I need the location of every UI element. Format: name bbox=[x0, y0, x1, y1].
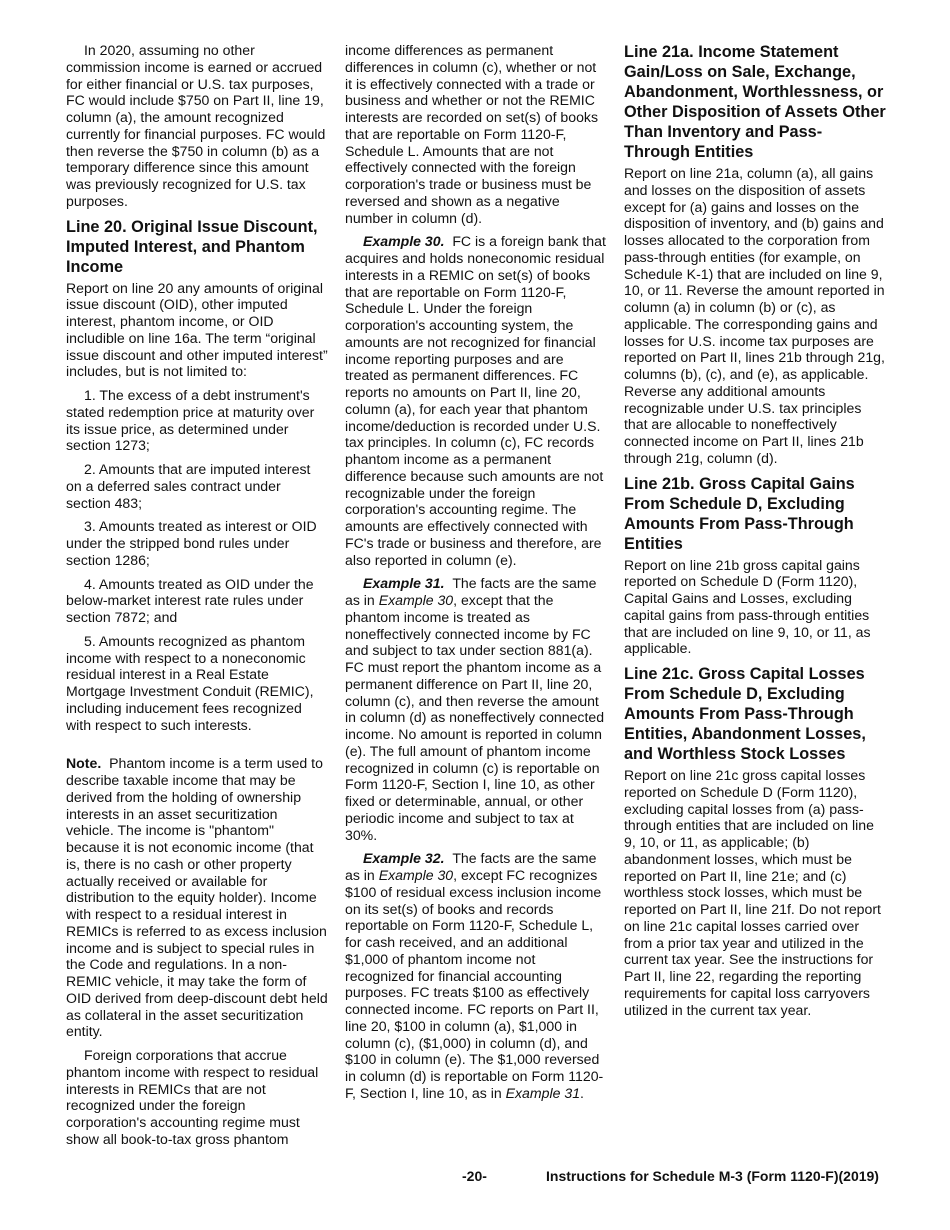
heading-line-20: Line 20. Original Issue Discount, Imputed Interest, and Phantom Income bbox=[66, 217, 318, 276]
example-32-ref-2: Example 31 bbox=[505, 1084, 581, 1101]
example-32-label: Example 32. bbox=[363, 850, 445, 867]
example-31 bbox=[345, 575, 607, 843]
column-right bbox=[624, 42, 886, 1025]
list-item-5: 5. Amounts recognized as phantom income with respect to a noneconomic residual interest in a Real Estate Mortgage Investment Conduit (REMIC), including inducement fees recognized with respect to such interests. bbox=[66, 632, 314, 733]
column-middle bbox=[345, 42, 607, 1109]
example-32 bbox=[345, 850, 607, 1101]
page-number: -20- bbox=[462, 1168, 487, 1184]
paragraph-line-21c: Report on line 21c gross capital losses reported on Schedule D (Form 1120), excluding capital losses from (a) pass-through entities that are included on line 9, 10, or 11, as applicable; (b) abandonment losses, which must be reported on Part II, line 21e; and (c) worthless stock losses, which must be reported on Part II, line 21f. Do not report on line 21c capital losses carried over from a prior tax year and utilized in the current tax year. See the instructions for Part II, line 22, regarding the reporting requirements for capital loss carryovers utilized in the current tax year. bbox=[624, 767, 881, 1018]
list-item-4: 4. Amounts treated as OID under the below-market interest rate rules under section 7872; and bbox=[66, 575, 314, 625]
example-30-label: Example 30. bbox=[363, 233, 445, 250]
example-30-text: FC is a foreign bank that acquires and holds noneconomic residual interests in a REMIC on set(s) of books that are reportable on Form 1120-F, Schedule L. Under the foreign corporation's accounting system, the amounts are not recognized for financial income reporting purposes and are treated as permanent differences. FC reports no amounts on Part II, line 20, column (a), for each year that phantom income/deduction is recorded under U.S. tax principles. In column (c), FC records phantom income as a permanent difference because such amounts are not recognizable under the foreign corporation's accounting regime. The amounts are effectively connected with FC's trade or business and therefore, are also reported in column (e). bbox=[345, 233, 606, 568]
note-label: Note. bbox=[66, 755, 102, 772]
example-31-label: Example 31. bbox=[363, 575, 445, 592]
example-32-end: . bbox=[580, 1084, 584, 1101]
paragraph-continued: income differences as permanent differences in column (c), whether or not it is effectively connected with a trade or business and whether or not the REMIC interests are recorded on set(s) of books that are reportable on Form 1120-F, Schedule L. Amounts that are not effectively connected with the foreign corporation's trade or business must be reversed and shown as a negative number in column (d). bbox=[345, 42, 599, 226]
note-paragraph bbox=[66, 755, 328, 1040]
heading-line-21b: Line 21b. Gross Capital Gains From Schedule D, Excluding Amounts From Pass-Through Entities bbox=[624, 474, 855, 553]
paragraph-foreign-corporations: Foreign corporations that accrue phantom income with respect to residual interests in REMICs that are not recognized under the foreign corporation's accounting regime must show all book-to-tax gross phantom bbox=[66, 1047, 319, 1147]
example-31-text-b: , except that the phantom income is treated as noneffectively connected income by FC and subject to tax under section 881(a). FC must report the phantom income as a permanent difference on Part II, line 20, column (c), and then reverse the amount in column (d) as noneffectively connected income. No amount is reported in column (e). The full amount of phantom income recognized in column (c) is reportable on Form 1120-F, Section I, line 10, as other fixed or determinable, annual, or other periodic income and subject to tax at 30%. bbox=[345, 592, 605, 843]
example-32-text-a: The facts are the same as in bbox=[345, 850, 597, 883]
heading-line-21c: Line 21c. Gross Capital Losses From Schedule D, Excluding Amounts From Pass-Through Entities, Abandonment Losses, and Worthless Stock Losses bbox=[624, 665, 866, 763]
paragraph-intro: In 2020, assuming no other commission income is earned or accrued for either financial or U.S. tax purposes, FC would include $750 on Part II, line 19, column (a), the amount recognized currently for financial purposes. FC would then reverse the $750 in column (b) as a temporary difference since this amount was previously recognized for U.S. tax purposes. bbox=[66, 42, 326, 209]
list-item-3: 3. Amounts treated as interest or OID under the stripped bond rules under section 1286; bbox=[66, 518, 317, 568]
example-31-text-a: The facts are the same as in bbox=[345, 575, 597, 608]
heading-line-21a: Line 21a. Income Statement Gain/Loss on Sale, Exchange, Abandonment, Worthlessness, or Other Disposition of Assets Other Than Inventory and Pass-Through Entities bbox=[624, 43, 886, 161]
example-32-ref: Example 30 bbox=[378, 867, 454, 883]
list-item-2: 2. Amounts that are imputed interest on a deferred sales contract under section 483; bbox=[66, 461, 311, 511]
list-item-1: 1. The excess of a debt instrument's stated redemption price at maturity over its issue price, as determined under section 1273; bbox=[66, 387, 315, 454]
column-left bbox=[66, 42, 328, 1155]
note-text: Phantom income is a term used to describe taxable income that may be derived from the holding of ownership interests in an asset securitization vehicle. The income is "phantom" because it is not economic income (that is, there is no cash or other property actually received or available for distribution to the equity holder). Income with respect to a residual interest in REMICs is referred to as excess inclusion income and is subject to special rules in the Code and regulations. In a non-REMIC vehicle, it may take the form of OID derived from deep-discount debt held as collateral in the asset securitization entity. bbox=[66, 755, 328, 1040]
example-32-text-b: , except FC recognizes $100 of residual excess inclusion income on its set(s) of books and records reportable on Form 1120-F, Schedule L, for cash received, and an additional $1,000 of phantom income not recognized for financial accounting purposes. FC treats $100 as effectively connected income. FC reports on Part II, line 20, $100 in column (a), $1,000 in column (c), ($1,000) in column (d), and $100 in column (e). The $1,000 reversed in column (d) is reportable on Form 1120-F, Section I, line 10, as in bbox=[345, 867, 604, 1101]
paragraph-line-21a: Report on line 21a, column (a), all gains and losses on the disposition of assets except for (a) gains and losses on the disposition of inventory, and (b) gains and losses allocated to the corporation from pass-through entities (for example, on Schedule K-1) that are included on line 9, 10, or 11. Reverse the amount reported in column (a) in column (b) or (c), as applicable. The corresponding gains and losses for U.S. income tax purposes are reported on Part II, lines 21b through 21g, columns (b), (c), and (e), as applicable. Reverse any additional amounts recognizable under U.S. tax principles that are allocable to noneffectively connected income on Part II, lines 21b through 21g, column (d). bbox=[624, 165, 885, 466]
paragraph-line-21b: Report on line 21b gross capital gains reported on Schedule D (Form 1120), Capital Gains and Losses, excluding capital gains from pass-through entities that are included on line 9, 10, or 11, as applicable. bbox=[624, 556, 871, 657]
example-31-ref: Example 30 bbox=[378, 592, 454, 608]
footer-title: Instructions for Schedule M-3 (Form 1120-F)(2019) bbox=[546, 1168, 879, 1184]
paragraph-line-20: Report on line 20 any amounts of original issue discount (OID), other imputed interest, phantom income, or OID includible on line 16a. The term “original issue discount and other imputed interest” includes, but is not limited to: bbox=[66, 279, 328, 380]
example-30 bbox=[345, 233, 607, 568]
